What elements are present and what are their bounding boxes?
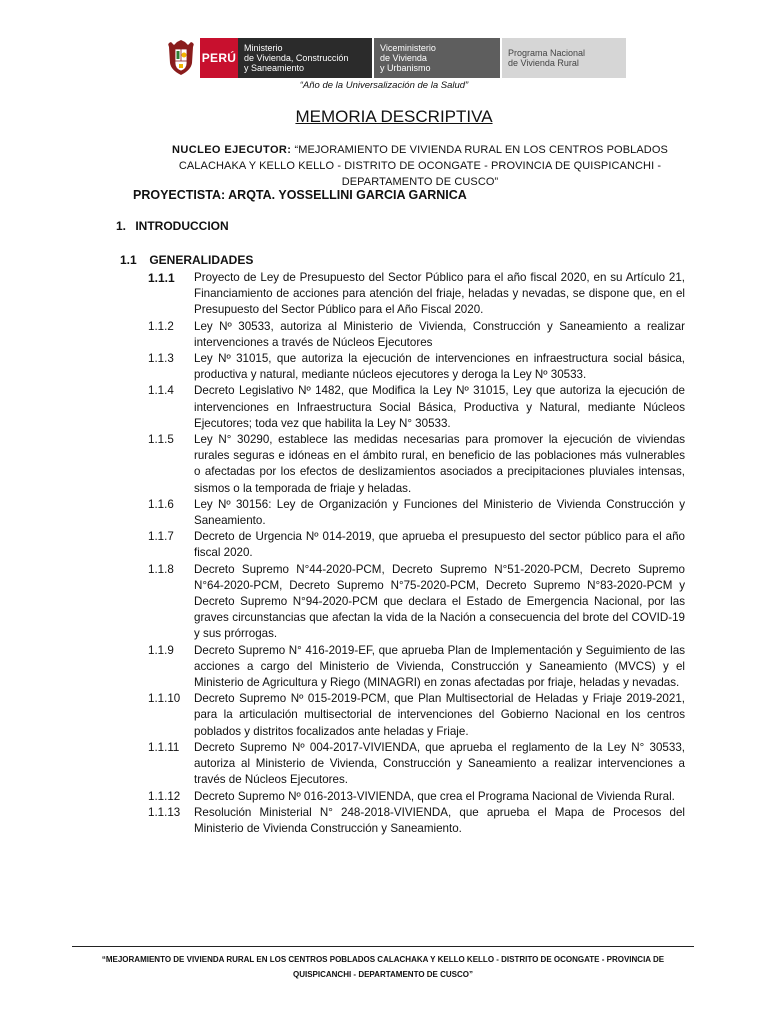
item-text: Ley N° 30290, establece las medidas necesarias para promover la ejecución de viviendas rurales seguras e idóneas en el ámbito rural, en beneficio de las poblaciones más vulnerables o afectadas por los efectos de deslizamientos asociados a precipitaciones pluviales intensas, sismos o la temporada de friaje y heladas.: [194, 433, 685, 495]
footer-divider: [72, 946, 694, 947]
list-item: [148, 562, 685, 643]
list-item: [148, 319, 685, 351]
ministry-line: y Saneamiento: [244, 63, 305, 73]
item-number: 1.1.11: [148, 740, 180, 754]
item-text: Decreto Supremo N°44-2020-PCM, Decreto Supremo N°51-2020-PCM, Decreto Supremo N°64-2020-PCM, Decreto Supremo N°75-2020-PCM, Decreto Supremo N°83-2020-PCM y Decreto Supremo N°94-2020-PCM que declara el Estado de Emergencia Nacional, por las graves circunstancias que afectan la vida de la Nación a consecuencia del brote del COVID-19 y sus prórrogas.: [194, 562, 685, 641]
list-item: [148, 740, 685, 789]
nucleo-ejecutor: [150, 142, 690, 190]
item-text: Decreto Supremo N° 416-2019-EF, que aprueba Plan de Implementación y Seguimiento de las acciones a cargo del Ministerio de Vivienda, Construcción y Saneamiento (MVCS) y el Ministerio de Agricultura y Riego (MINAGRI) en zonas afectadas por friaje, heladas y nevadas.: [194, 643, 685, 690]
item-number: 1.1.2: [148, 319, 174, 333]
section-heading: [116, 219, 229, 233]
item-number: 1.1.12: [148, 789, 181, 803]
item-number: 1.1.10: [148, 692, 181, 706]
item-number: 1.1.1: [148, 271, 175, 285]
generalidades-list: [148, 270, 685, 837]
list-item: [148, 432, 685, 497]
section-title: INTRODUCCION: [135, 219, 229, 233]
subsection-title: GENERALIDADES: [149, 253, 254, 267]
item-number: 1.1.8: [148, 562, 174, 576]
item-number: 1.1.4: [148, 384, 174, 398]
item-number: 1.1.3: [148, 352, 174, 366]
proyectista: PROYECTISTA: ARQTA. YOSSELLINI GARCIA GARNICA: [133, 188, 467, 202]
item-number: 1.1.9: [148, 643, 174, 657]
vice-ministry-block: [374, 38, 500, 78]
nucleo-label: NUCLEO EJECUTOR:: [172, 144, 292, 156]
list-item: [148, 789, 685, 805]
program-line: de Vivienda Rural: [508, 58, 579, 68]
list-item: [148, 270, 685, 319]
item-text: Decreto Supremo Nº 016-2013-VIVIENDA, que crea el Programa Nacional de Vivienda Rural.: [194, 789, 675, 803]
ministry-line: Ministerio: [244, 43, 283, 53]
list-item: [148, 497, 685, 529]
vice-line: Viceministerio: [380, 43, 436, 53]
item-number: 1.1.13: [148, 805, 181, 819]
item-number: 1.1.7: [148, 530, 174, 544]
coat-of-arms-icon: [164, 38, 198, 78]
item-text: Decreto Supremo Nº 015-2019-PCM, que Plan Multisectorial de Heladas y Friaje 2019-2021, para la articulación multisectorial de intervenciones del Gobierno Nacional en los centros poblados y distritos focalizados ante heladas y Friaje.: [194, 692, 685, 738]
list-item: [148, 351, 685, 383]
list-item: [148, 691, 685, 740]
item-number: 1.1.5: [148, 433, 174, 447]
program-line: Programa Nacional: [508, 48, 586, 58]
list-item: [148, 529, 685, 561]
vice-line: y Urbanismo: [380, 63, 431, 73]
subsection-heading: [120, 253, 253, 267]
item-text: Decreto Supremo Nº 004-2017-VIVIENDA, que aprueba el reglamento de la Ley N° 30533, autoriza al Ministerio de Vivienda, Construcción y Saneamiento a realizar intervenciones a través de Núcleos Ejecutores.: [194, 740, 685, 787]
subsection-number: 1.1: [120, 253, 137, 267]
document-title: MEMORIA DESCRIPTIVA: [295, 107, 493, 126]
peru-label: PERÚ: [200, 38, 238, 78]
item-text: Ley Nº 30156: Ley de Organización y Funciones del Ministerio de Vivienda Construcción y Saneamiento.: [194, 497, 685, 528]
item-text: Resolución Ministerial N° 248-2018-VIVIENDA, que aprueba el Mapa de Procesos del Ministerio de Vivienda Construcción y Saneamiento.: [194, 805, 685, 835]
item-text: Ley Nº 31015, que autoriza la ejecución de intervenciones en infraestructura social básica, productiva y natural, mediante núcleos ejecutores y deroga la Ley Nº 30533.: [194, 352, 685, 382]
ministry-block: [238, 38, 372, 78]
list-item: [148, 805, 685, 837]
ministry-line: de Vivienda, Construcción: [244, 53, 349, 63]
list-item: [148, 643, 685, 692]
nucleo-text: “MEJORAMIENTO DE VIVIENDA RURAL EN LOS CENTROS POBLADOS CALACHAKA Y KELLO KELLO - DISTRITO DE OCONGATE - PROVINCIA DE QUISPICANCHI - DEPARTAMENTO DE CUSCO”: [178, 144, 668, 188]
item-text: Ley Nº 30533, autoriza al Ministerio de Vivienda, Construcción y Saneamiento a realizar intervenciones a través de Núcleos Ejecutores: [194, 319, 685, 349]
program-block: [502, 38, 626, 78]
vice-line: de Vivienda: [380, 53, 427, 63]
year-motto: “Año de la Universalización de la Salud”: [299, 80, 469, 91]
item-text: Decreto de Urgencia Nº 014-2019, que aprueba el presupuesto del sector público para el año fiscal 2020.: [194, 530, 685, 560]
item-text: Proyecto de Ley de Presupuesto del Sector Público para el año fiscal 2020, en su Artículo 21, Financiamiento de acciones para atención del friaje, heladas y nevadas, se dispone que, en el Presupuesto del Sector Público para el Año Fiscal 2020.: [194, 271, 685, 317]
section-number: 1.: [116, 219, 127, 233]
list-item: [148, 383, 685, 432]
item-number: 1.1.6: [148, 497, 174, 511]
government-header: [164, 38, 626, 78]
page-footer: “MEJORAMIENTO DE VIVIENDA RURAL EN LOS CENTROS POBLADOS CALACHAKA Y KELLO KELLO - DISTRITO DE OCONGATE - PROVINCIA DE QUISPICANCHI - DEPARTAMENTO DE CUSCO”: [101, 955, 665, 979]
item-text: Decreto Legislativo Nº 1482, que Modifica la Ley Nº 31015, Ley que autoriza la ejecución de intervenciones en Infraestructura Social Básica, Productiva y Natural, mediante Núcleos Ejecutores; toda vez que habilita la Ley N° 30533.: [194, 384, 685, 430]
